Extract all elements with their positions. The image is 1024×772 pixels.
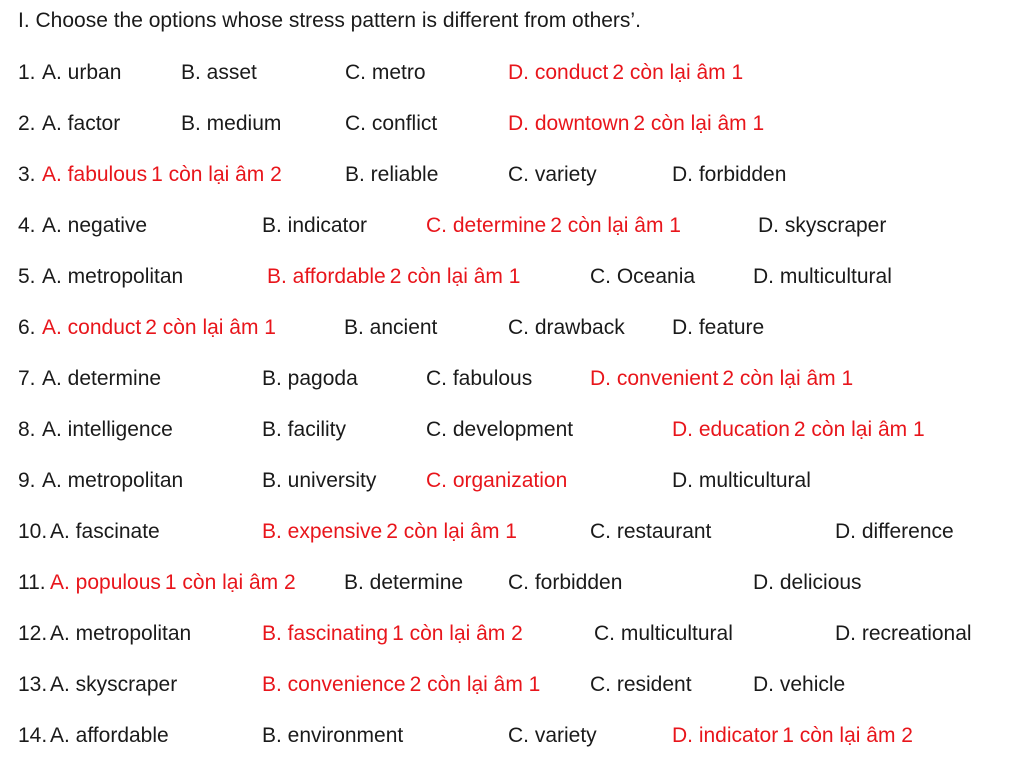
answer-option [508, 313, 625, 343]
question-row [0, 619, 1024, 651]
answer-option [672, 415, 925, 445]
answer-option [753, 568, 862, 598]
question-number: 10. [18, 520, 48, 543]
answer-option [50, 619, 191, 649]
answer-option [262, 670, 540, 700]
answer-option [42, 262, 183, 292]
answer-option [508, 160, 597, 190]
answer-option [42, 466, 183, 496]
answer-option [590, 364, 853, 394]
answer-option [508, 568, 622, 598]
answer-option-label: C. Oceania [590, 265, 696, 288]
exercise-title: I. Choose the options whose stress pattern is different from others’. [18, 9, 641, 32]
answer-note: 2 còn lại âm 1 [793, 418, 925, 441]
answer-option-label: C. metro [345, 61, 426, 84]
answer-note: 1 còn lại âm 2 [164, 571, 296, 594]
question-row [0, 262, 1024, 294]
answer-option [262, 466, 376, 496]
answer-option [508, 58, 743, 88]
answer-option [50, 721, 169, 751]
answer-option [262, 415, 346, 445]
answer-option-label: B. environment [262, 724, 404, 747]
answer-option-label: D. delicious [753, 571, 862, 594]
answer-option [42, 58, 121, 88]
answer-option-label: D. vehicle [753, 673, 846, 696]
answer-option-label: A. urban [42, 61, 122, 84]
answer-option [262, 364, 358, 394]
answer-option [590, 517, 711, 547]
question-number: 13. [18, 673, 48, 696]
answer-option [181, 58, 257, 88]
answer-note: 2 còn lại âm 1 [409, 673, 541, 696]
question-number: 6. [18, 316, 36, 339]
answer-option-label-highlighted: A. populous [50, 571, 161, 594]
answer-option [262, 517, 517, 547]
answer-option-label: D. skyscraper [758, 214, 887, 237]
question-number: 7. [18, 367, 36, 390]
answer-option-label: B. facility [262, 418, 347, 441]
answer-option-label: B. ancient [344, 316, 438, 339]
answer-option [50, 670, 177, 700]
answer-option-label: D. multicultural [672, 469, 811, 492]
question-number: 3. [18, 163, 36, 186]
answer-option-label-highlighted: D. conduct [508, 61, 609, 84]
answer-option [590, 670, 692, 700]
answer-option-label: C. drawback [508, 316, 625, 339]
answer-note: 2 còn lại âm 1 [722, 367, 854, 390]
answer-option [345, 109, 437, 139]
answer-option-label: B. university [262, 469, 377, 492]
answer-note: 2 còn lại âm 1 [550, 214, 681, 237]
question-row [0, 211, 1024, 243]
answer-note: 2 còn lại âm 1 [633, 112, 765, 135]
answer-option-label: A. determine [42, 367, 162, 390]
answer-option-label: A. negative [42, 214, 148, 237]
answer-option-label: C. multicultural [594, 622, 733, 645]
answer-option-label: B. reliable [345, 163, 439, 186]
answer-option-label: C. variety [508, 724, 597, 747]
answer-option-label: D. difference [835, 520, 954, 543]
answer-option-label-highlighted: C. organization [426, 469, 568, 492]
answer-option [835, 619, 972, 649]
answer-option-label: C. resident [590, 673, 692, 696]
answer-option-label: C. development [426, 418, 574, 441]
answer-note: 2 còn lại âm 1 [386, 520, 517, 543]
answer-note: 1 còn lại âm 2 [151, 163, 282, 186]
answer-option-label-highlighted: D. convenient [590, 367, 719, 390]
answer-option-label: C. variety [508, 163, 597, 186]
question-number: 4. [18, 214, 36, 237]
answer-option-label: D. multicultural [753, 265, 892, 288]
answer-option-label-highlighted: D. downtown [508, 112, 630, 135]
question-number: 1. [18, 61, 36, 84]
question-row [0, 466, 1024, 498]
answer-option [753, 262, 892, 292]
question-row [0, 364, 1024, 396]
answer-option-label: A. skyscraper [50, 673, 178, 696]
answer-option [42, 364, 161, 394]
answer-note: 1 còn lại âm 2 [392, 622, 523, 645]
answer-option [753, 670, 845, 700]
answer-option-label: B. indicator [262, 214, 368, 237]
answer-option [345, 160, 438, 190]
answer-option-label-highlighted: A. fabulous [42, 163, 148, 186]
answer-note: 2 còn lại âm 1 [389, 265, 521, 288]
question-row [0, 517, 1024, 549]
question-number: 2. [18, 112, 36, 135]
answer-option-label: A. fascinate [50, 520, 160, 543]
question-number: 5. [18, 265, 36, 288]
question-number: 11. [18, 571, 46, 594]
question-row [0, 313, 1024, 345]
answer-option [508, 109, 764, 139]
answer-option-label: D. recreational [835, 622, 972, 645]
answer-option [262, 211, 367, 241]
answer-option [758, 211, 886, 241]
answer-option-label: A. metropolitan [50, 622, 192, 645]
answer-option [590, 262, 695, 292]
answer-option [344, 568, 463, 598]
answer-option [835, 517, 954, 547]
answer-option-label-highlighted: B. fascinating [262, 622, 389, 645]
answer-note: 2 còn lại âm 1 [612, 61, 744, 84]
answer-option-label: A. metropolitan [42, 469, 184, 492]
answer-option-label: A. metropolitan [42, 265, 184, 288]
answer-option [344, 313, 437, 343]
question-number: 12. [18, 622, 48, 645]
answer-option-label-highlighted: B. convenience [262, 673, 406, 696]
question-number: 8. [18, 418, 36, 441]
question-row [0, 160, 1024, 192]
answer-option [672, 160, 786, 190]
answer-option-label: A. factor [42, 112, 121, 135]
answer-option [672, 721, 913, 751]
question-number: 14. [18, 724, 48, 747]
answer-option-label: C. forbidden [508, 571, 623, 594]
question-row [0, 58, 1024, 90]
answer-option-label: C. fabulous [426, 367, 533, 390]
answer-option-label: A. intelligence [42, 418, 173, 441]
answer-option [262, 619, 523, 649]
answer-option [262, 721, 403, 751]
answer-option [42, 415, 173, 445]
answer-option [426, 466, 567, 496]
answer-option [672, 313, 764, 343]
answer-option [42, 313, 276, 343]
answer-option [426, 211, 681, 241]
answer-note: 2 còn lại âm 1 [145, 316, 276, 339]
answer-option-label-highlighted: B. affordable [267, 265, 386, 288]
question-number: 9. [18, 469, 36, 492]
question-row [0, 721, 1024, 753]
answer-option [42, 160, 282, 190]
answer-option-label: D. feature [672, 316, 765, 339]
answer-note: 1 còn lại âm 2 [782, 724, 913, 747]
answer-option-label-highlighted: D. indicator [672, 724, 779, 747]
answer-option [426, 364, 532, 394]
answer-option [267, 262, 520, 292]
answer-option [42, 211, 147, 241]
question-row [0, 670, 1024, 702]
answer-option-label: B. pagoda [262, 367, 358, 390]
question-row [0, 568, 1024, 600]
answer-option-label-highlighted: C. determine [426, 214, 547, 237]
answer-option-label: D. forbidden [672, 163, 787, 186]
answer-option [594, 619, 733, 649]
question-row [0, 109, 1024, 141]
answer-option [345, 58, 426, 88]
answer-option-label: B. determine [344, 571, 464, 594]
answer-option [50, 517, 160, 547]
answer-option-label-highlighted: A. conduct [42, 316, 142, 339]
answer-option [42, 109, 120, 139]
answer-option [508, 721, 597, 751]
answer-option-label: B. asset [181, 61, 257, 84]
answer-option-label: B. medium [181, 112, 282, 135]
answer-option [181, 109, 281, 139]
answer-option [50, 568, 296, 598]
answer-option-label-highlighted: B. expensive [262, 520, 383, 543]
question-row [0, 415, 1024, 447]
answer-option-label-highlighted: D. education [672, 418, 790, 441]
answer-option [672, 466, 811, 496]
answer-option-label: C. conflict [345, 112, 438, 135]
answer-option-label: C. restaurant [590, 520, 712, 543]
answer-option-label: A. affordable [50, 724, 169, 747]
answer-option [426, 415, 573, 445]
